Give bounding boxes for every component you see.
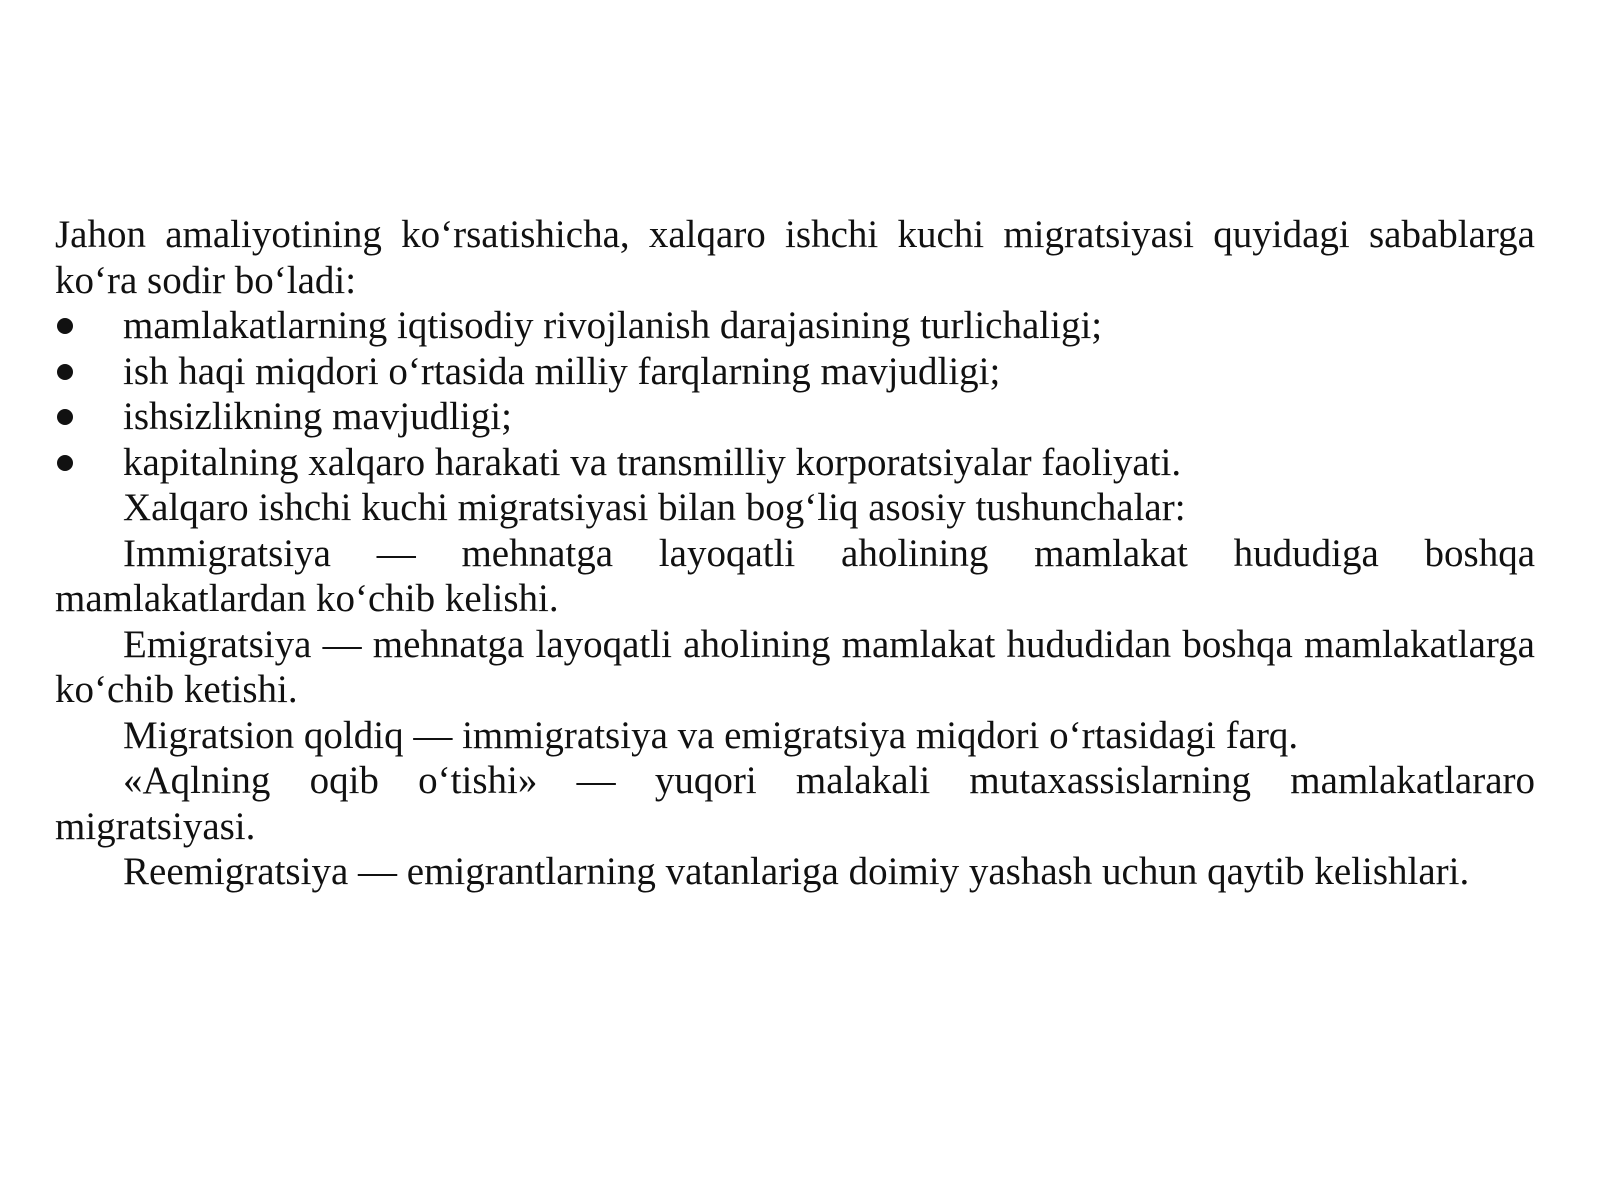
list-item-text: kapitalning xalqaro harakati va transmilliy korporatsiyalar faoliyati. [123, 440, 1182, 484]
list-item-text: ish haqi miqdori o‘rtasida milliy farqlarning mavjudligi; [123, 349, 1001, 393]
list-item [55, 349, 1535, 395]
definition-immigration: Immigratsiya — mehnatga layoqatli aholining mamlakat hududiga boshqa mamlakatlardan ko‘chib kelishi. [55, 531, 1535, 620]
definition-migration-balance: Migratsion qoldiq — immigratsiya va emigratsiya miqdori o‘rtasidagi farq. [123, 713, 1299, 757]
list-item-text: ishsizlikning mavjudligi; [123, 395, 512, 438]
definition-emigration: Emigratsiya — mehnatga layoqatli aholining mamlakat hududidan boshqa mamlakatlarga ko‘chib ketishi. [55, 622, 1535, 711]
bullet-icon [57, 318, 73, 334]
list-item-text: mamlakatlarning iqtisodiy rivojlanish darajasining turlichaligi; [123, 304, 1103, 347]
intro-paragraph: Jahon amaliyotining ko‘rsatishicha, xalqaro ishchi kuchi migratsiyasi quyidagi sabablarga ko‘ra sodir bo‘ladi: [55, 213, 1535, 302]
concepts-heading: Xalqaro ishchi kuchi migratsiyasi bilan bog‘liq asosiy tushunchalar: [123, 486, 1186, 529]
list-item [55, 440, 1535, 486]
causes-list [55, 303, 1535, 485]
definition-reemigration: Reemigratsiya — emigrantlarning vatanlariga doimiy yashash uchun qaytib kelishlari. [123, 850, 1470, 893]
bullet-icon [57, 455, 73, 471]
list-item [55, 394, 1535, 440]
list-item [55, 303, 1535, 349]
document-body [55, 212, 1535, 895]
definition-brain-drain: «Aqlning oqib o‘tishi» — yuqori malakali mutaxassislarning mamlakatlararo migratsiyasi. [55, 759, 1535, 848]
bullet-icon [57, 364, 73, 380]
bullet-icon [57, 409, 73, 425]
